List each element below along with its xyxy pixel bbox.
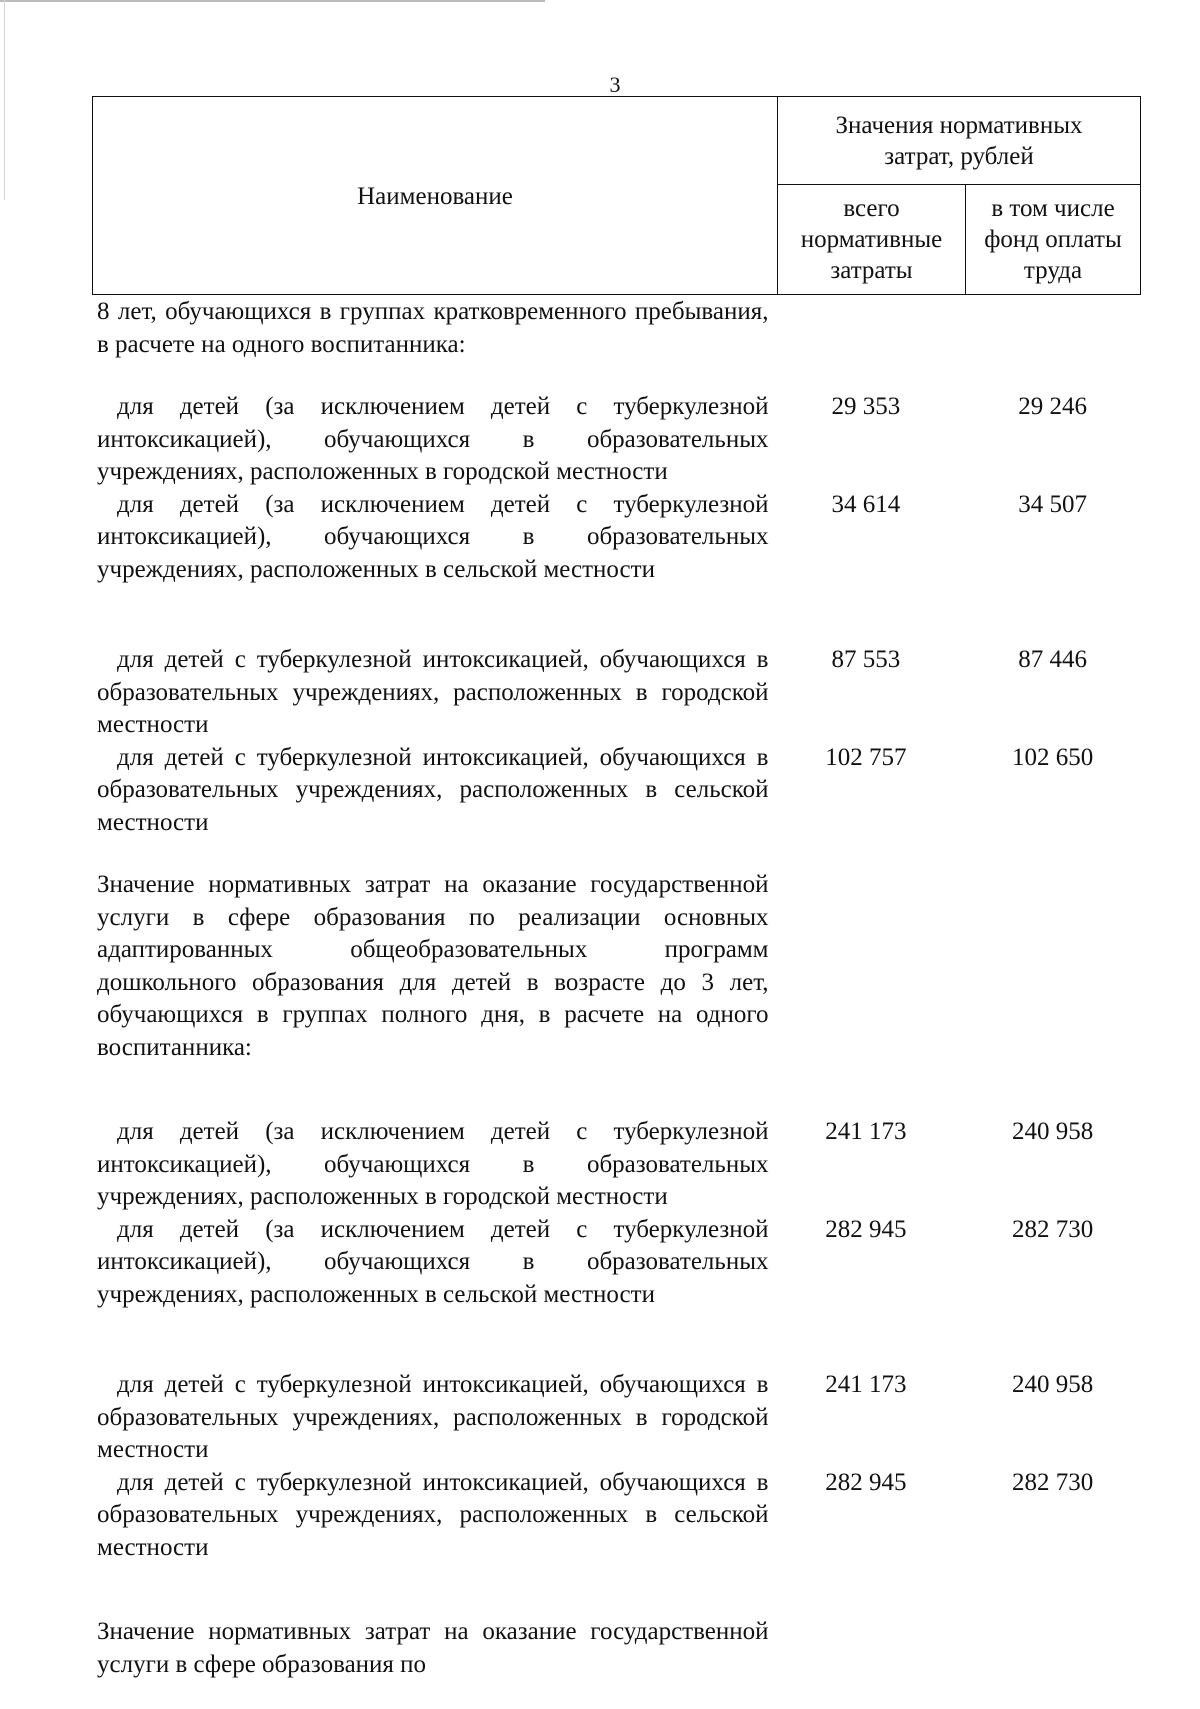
table-row: [97, 742, 1142, 840]
table-row: [97, 1116, 1142, 1214]
row-fund-value: 29 246: [1018, 393, 1087, 420]
row-description: для детей (за исключением детей с туберкулезной интоксикацией), обучающихся в образовательных учреждениях, расположенных в сельской местности: [97, 1215, 769, 1308]
table-row: [97, 1214, 1142, 1312]
row-total-value: 241 173: [825, 1118, 907, 1145]
header-name: Наименование: [357, 183, 513, 210]
row-description: для детей с туберкулезной интоксикацией, обучающихся в образовательных учреждениях, расположенных в городской местности: [97, 1371, 769, 1463]
row-total-value: 241 173: [825, 1371, 907, 1398]
table-row: [97, 489, 1142, 587]
header-values-title-line1: Значения нормативных: [835, 111, 1083, 139]
header-col-fund-line1: в том числе: [991, 195, 1115, 222]
table-header: [92, 96, 1141, 295]
header-col-total-line1: всего: [843, 195, 900, 222]
table-row: [97, 1616, 1142, 1681]
row-fund-value: 240 958: [1011, 1118, 1094, 1145]
row-fund-value: 282 730: [1011, 1215, 1094, 1243]
table-row: [97, 1369, 1142, 1467]
header-col-total-line2: нормативные: [800, 226, 943, 253]
header-col-total-line3: затраты: [830, 257, 913, 284]
table-row: [97, 296, 1142, 361]
header-col-fund-line2: фонд оплаты: [984, 226, 1122, 253]
row-description: для детей (за исключением детей с туберкулезной интоксикацией), обучающихся в образовательных учреждениях, расположенных в городской местности: [97, 393, 769, 485]
row-total-value: 282 945: [825, 1468, 907, 1496]
row-description: 8 лет, обучающихся в группах кратковременного пребывания, в расчете на одного воспитанника:: [97, 298, 769, 358]
row-fund-value: 34 507: [1018, 490, 1087, 518]
table-row: [97, 391, 1142, 489]
row-fund-value: 87 446: [1018, 646, 1087, 673]
scan-edge-left: [4, 0, 5, 200]
header-values-title-line2: затрат, рублей: [884, 142, 1034, 170]
scan-edge-top: [0, 0, 545, 2]
table-row: [97, 869, 1142, 1064]
row-total-value: 282 945: [825, 1215, 907, 1243]
header-values-title: [778, 97, 1141, 185]
row-description: для детей с туберкулезной интоксикацией, обучающихся в образовательных учреждениях, расположенных в сельской местности: [97, 1468, 769, 1561]
header-col-total: [778, 185, 966, 295]
header-col-fund-line3: труда: [1023, 257, 1083, 284]
row-description: для детей с туберкулезной интоксикацией, обучающихся в образовательных учреждениях, расположенных в городской местности: [97, 646, 769, 738]
row-description: для детей (за исключением детей с туберкулезной интоксикацией), обучающихся в образовательных учреждениях, расположенных в сельской местности: [97, 490, 769, 583]
row-fund-value: 102 650: [1011, 743, 1094, 771]
row-fund-value: 282 730: [1011, 1468, 1094, 1496]
row-description: для детей с туберкулезной интоксикацией, обучающихся в образовательных учреждениях, расположенных в сельской местности: [97, 743, 769, 836]
row-fund-value: 240 958: [1011, 1371, 1094, 1398]
table-row: [97, 644, 1142, 742]
row-total-value: 87 553: [831, 646, 901, 673]
row-description: Значение нормативных затрат на оказание государственной услуги в сфере образования по: [97, 1618, 769, 1678]
row-description: Значение нормативных затрат на оказание государственной услуги в сфере образования по реализации основных адаптированных общеобразовательных программ дошкольного образования для детей в возрасте до 3 лет, обучающихся в группах полного дня, в расчете на одного воспитанника:: [97, 871, 769, 1061]
table-body: [97, 296, 1142, 1681]
row-description: для детей (за исключением детей с туберкулезной интоксикацией), обучающихся в образовательных учреждениях, расположенных в городской местности: [97, 1118, 769, 1210]
row-total-value: 34 614: [831, 490, 901, 518]
row-total-value: 102 757: [825, 743, 907, 771]
table-row: [97, 1467, 1142, 1565]
header-name-cell: [93, 97, 778, 295]
header-col-fund: [966, 185, 1141, 295]
row-total-value: 29 353: [831, 393, 901, 420]
page-number: 3: [609, 72, 621, 97]
